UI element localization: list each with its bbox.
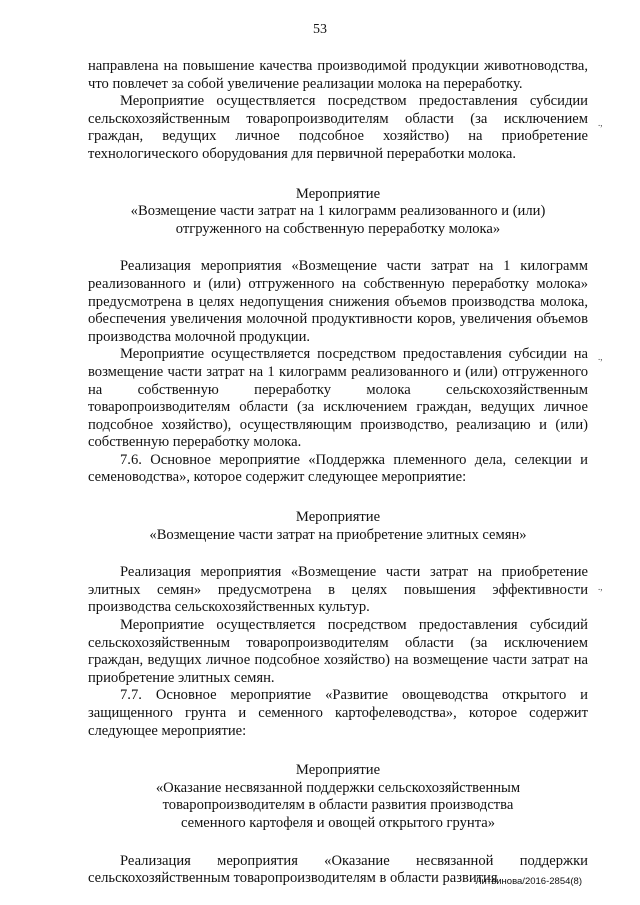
section-heading bbox=[88, 762, 588, 832]
heading-line: семенного картофеля и овощей открытого грунта» bbox=[180, 814, 496, 831]
paragraph: Реализация мероприятия «Возмещение части затрат на 1 килограмм реализованного и (или) отгруженного на собственную переработку молока» предусмотрена в целях недопущения снижения объемов производства молока, обеспечения увеличения молочной продуктивности коров, увеличения объемов производства молочной продукции. bbox=[88, 258, 588, 345]
footer-reference: Литвинова/2016-2854(8) bbox=[475, 876, 582, 887]
heading-line: отгруженного на собственную переработку молока» bbox=[175, 220, 501, 237]
heading-line: «Возмещение части затрат на приобретение элитных семян» bbox=[149, 526, 527, 543]
heading-title: Мероприятие bbox=[295, 762, 381, 779]
paragraph: 7.7. Основное мероприятие «Развитие овощеводства открытого и защищенного грунта и семенного картофелеводства», которое содержит следующее мероприятие: bbox=[88, 687, 588, 739]
paragraph: Реализация мероприятия «Оказание несвязанной поддержки сельскохозяйственным товаропроизводителям в области развития bbox=[88, 852, 588, 887]
paragraph: Реализация мероприятия «Возмещение части затрат на приобретение элитных семян» предусмотрена в целях повышения эффективности производства сельскохозяйственных культур. bbox=[88, 564, 588, 616]
heading-line: товаропроизводителям в области развития производства bbox=[162, 797, 514, 814]
margin-mark: ., bbox=[598, 352, 603, 362]
paragraph: Мероприятие осуществляется посредством предоставления субсидии на возмещение части затрат на 1 килограмм реализованного и (или) отгруженного на собственную переработку молока сельскохозяйственным товаропроизводителям области (за исключением граждан, ведущих личное подсобное хозяйство), осуществляющим производство, реализацию и (или) собственную переработку молока. bbox=[88, 346, 588, 451]
document-body bbox=[88, 58, 588, 888]
paragraph: Мероприятие осуществляется посредством предоставления субсидий сельскохозяйственным товаропроизводителям области (за исключением граждан, ведущих личное подсобное хозяйство) на возмещение части затрат на приобретение элитных семян. bbox=[88, 617, 588, 686]
paragraph: направлена на повышение качества производимой продукции животноводства, что повлечет за собой увеличение реализации молока на переработку. bbox=[88, 58, 588, 92]
page-number: 53 bbox=[313, 22, 327, 37]
paragraph: 7.6. Основное мероприятие «Поддержка племенного дела, селекции и семеноводства», которое содержит следующее мероприятие: bbox=[88, 451, 588, 486]
heading-title: Мероприятие bbox=[295, 185, 381, 202]
heading-title: Мероприятие bbox=[295, 509, 381, 526]
section-heading bbox=[88, 186, 588, 239]
heading-line: «Оказание несвязанной поддержки сельскохозяйственным bbox=[155, 779, 521, 796]
paragraph: Мероприятие осуществляется посредством предоставления субсидии сельскохозяйственным товаропроизводителям области (за исключением граждан, ведущих личное подсобное хозяйство) на приобретение технологического оборудования для первичной переработки молока. bbox=[88, 93, 588, 162]
margin-mark: ., bbox=[598, 582, 603, 592]
section-heading bbox=[88, 509, 588, 544]
margin-mark: ., bbox=[598, 118, 603, 128]
heading-line: «Возмещение части затрат на 1 килограмм реализованного и (или) bbox=[130, 203, 546, 220]
